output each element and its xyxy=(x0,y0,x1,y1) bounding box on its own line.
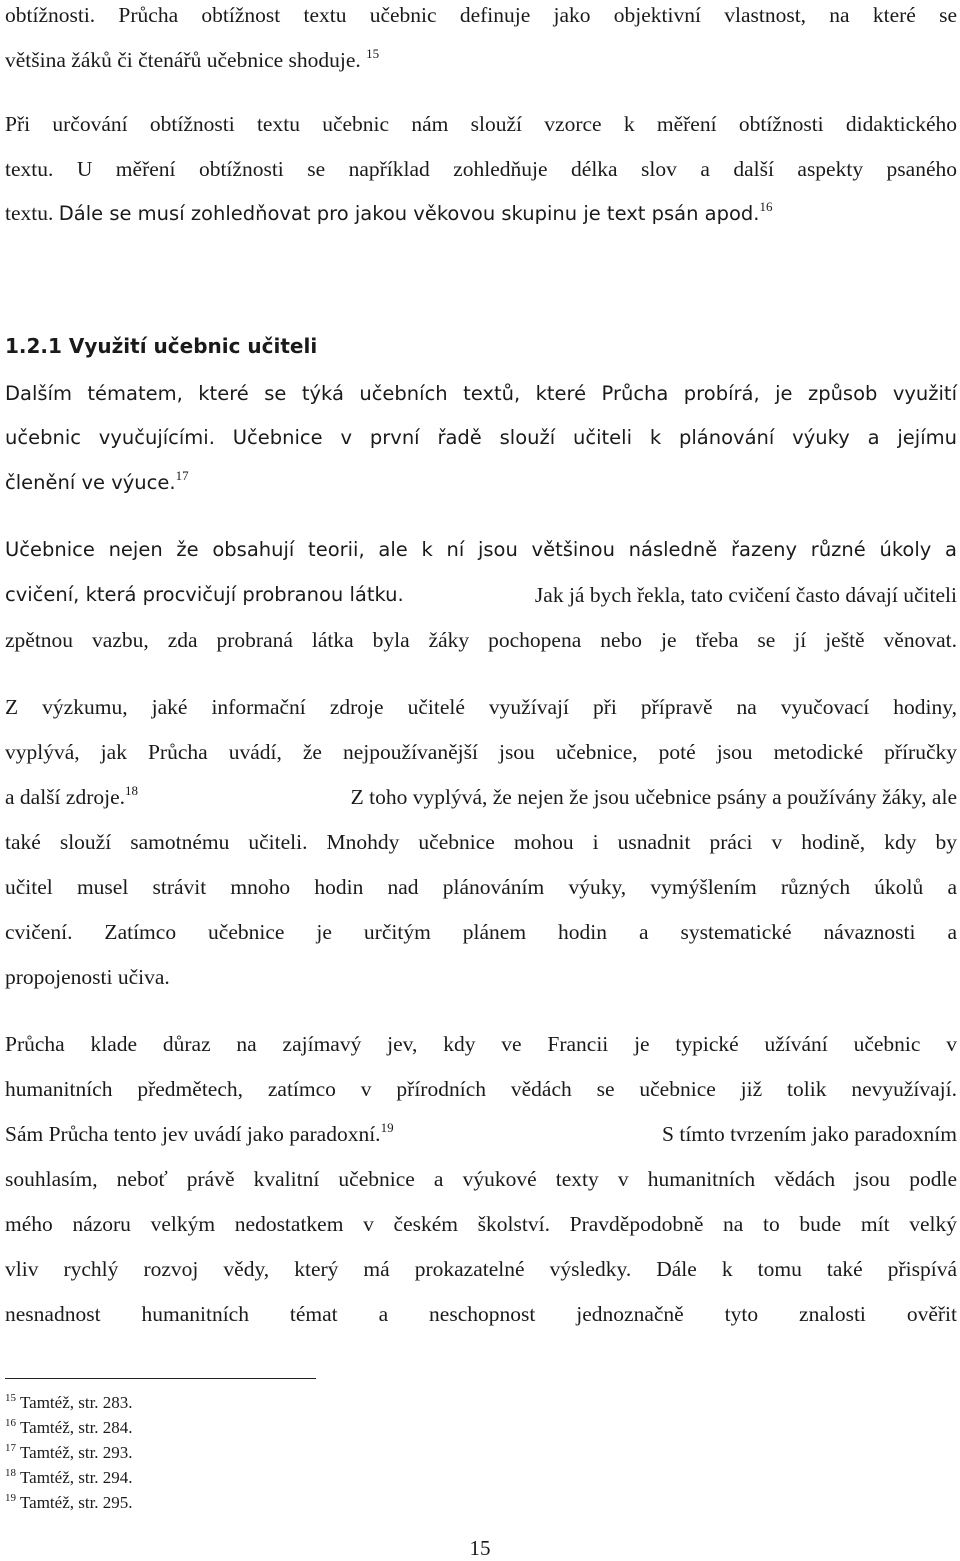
body-line: učitel musel strávit mnoho hodin nad plánováním výuky, vymýšlením různých úkolů a xyxy=(5,875,957,899)
footnote xyxy=(5,1493,133,1513)
body-line xyxy=(5,200,957,226)
footnote xyxy=(5,1393,133,1413)
body-line: nesnadnost humanitních témat a neschopnost jednoznačně tyto znalosti ověřit xyxy=(5,1302,957,1326)
page-number: 15 xyxy=(469,1536,491,1560)
body-line xyxy=(5,1121,957,1147)
body-line: textu. U měření obtížnosti se například zohledňuje délka slov a další aspekty psaného xyxy=(5,157,957,181)
body-text: S tímto tvrzením jako paradoxním xyxy=(662,1122,957,1146)
body-text: členění ve výuce. xyxy=(5,471,176,494)
footnote-number: 15 xyxy=(5,1392,16,1404)
body-text: Dále se musí zohledňovat pro jakou věkovou skupinu je text psán apod. xyxy=(58,202,760,225)
footnote-separator xyxy=(5,1378,316,1379)
footnote-text: Tamtéž, str. 294. xyxy=(19,1468,133,1487)
body-line: učebnic vyučujícími. Učebnice v první řadě slouží učiteli k plánování výuky a jejímu xyxy=(5,426,957,449)
footnote xyxy=(5,1418,133,1438)
body-line xyxy=(5,470,957,496)
footnote xyxy=(5,1468,133,1488)
body-line: Učebnice nejen že obsahují teorii, ale k ní jsou většinou následně řazeny různé úkoly a xyxy=(5,538,957,561)
footnote-number: 19 xyxy=(5,1492,16,1504)
footnote-ref: 18 xyxy=(125,783,138,798)
body-line: souhlasím, neboť právě kvalitní učebnice a výukové texty v humanitních vědách jsou podle xyxy=(5,1167,957,1191)
body-line: propojenosti učiva. xyxy=(5,965,170,989)
body-text: textu. xyxy=(5,201,54,225)
body-line: Dalším tématem, které se týká učebních textů, které Průcha probírá, je způsob využití xyxy=(5,382,957,405)
footnote-text: Tamtéž, str. 293. xyxy=(19,1443,133,1462)
footnote-ref: 17 xyxy=(175,468,189,483)
body-line: Průcha klade důraz na zajímavý jev, kdy ve Francii je typické užívání učebnic v xyxy=(5,1032,957,1056)
body-line xyxy=(5,47,957,73)
footnote-number: 18 xyxy=(5,1467,16,1479)
body-text: Jak já bych řekla, tato cvičení často dávají učiteli xyxy=(534,583,957,607)
body-text: cvičení, která procvičují probranou látku. xyxy=(5,583,404,606)
body-line: vliv rychlý rozvoj vědy, který má prokazatelné výsledky. Dále k tomu také přispívá xyxy=(5,1257,957,1281)
body-text: Sám Průcha tento jev uvádí jako paradoxní. xyxy=(5,1122,381,1146)
footnote-ref: 16 xyxy=(759,199,773,214)
body-text: většina žáků či čtenářů učebnice shoduje. xyxy=(5,48,361,72)
body-line: obtížnosti. Průcha obtížnost textu učebnic definuje jako objektivní vlastnost, na které se xyxy=(5,3,957,27)
footnote xyxy=(5,1443,133,1463)
footnote-text: Tamtéž, str. 295. xyxy=(19,1493,133,1512)
body-line: zpětnou vazbu, zda probraná látka byla žáky pochopena nebo je třeba se jí ještě věnovat. xyxy=(5,628,957,652)
body-line: vyplývá, jak Průcha uvádí, že nejpoužívanější jsou učebnice, poté jsou metodické příručky xyxy=(5,740,957,764)
footnote-ref: 19 xyxy=(380,1120,394,1135)
body-line: cvičení. Zatímco učebnice je určitým plánem hodin a systematické návaznosti a xyxy=(5,920,957,944)
body-text: Z toho vyplývá, že nejen že jsou učebnice psány a používány žáky, ale xyxy=(350,785,957,809)
footnote-text: Tamtéž, str. 284. xyxy=(19,1418,133,1437)
body-line: humanitních předmětech, zatímco v přírodních vědách se učebnice již tolik nevyužívají. xyxy=(5,1077,957,1101)
footnote-number: 16 xyxy=(5,1417,16,1429)
body-line: také slouží samotnému učiteli. Mnohdy učebnice mohou i usnadnit práci v hodině, kdy by xyxy=(5,830,957,854)
body-line: Z výzkumu, jaké informační zdroje učitelé využívají při přípravě na vyučovací hodiny, xyxy=(5,695,957,719)
body-text: a další zdroje. xyxy=(5,785,125,809)
footnote-text: Tamtéž, str. 283. xyxy=(19,1393,133,1412)
body-line xyxy=(5,582,957,608)
body-line xyxy=(5,784,957,810)
footnote-number: 17 xyxy=(5,1442,16,1454)
body-line: mého názoru velkým nedostatkem v českém školství. Pravděpodobně na to bude mít velký xyxy=(5,1212,957,1236)
body-line: Při určování obtížnosti textu učebnic nám slouží vzorce k měření obtížnosti didaktického xyxy=(5,112,957,136)
section-heading: 1.2.1 Využití učebnic učiteli xyxy=(5,334,318,358)
footnote-ref: 15 xyxy=(366,46,380,61)
